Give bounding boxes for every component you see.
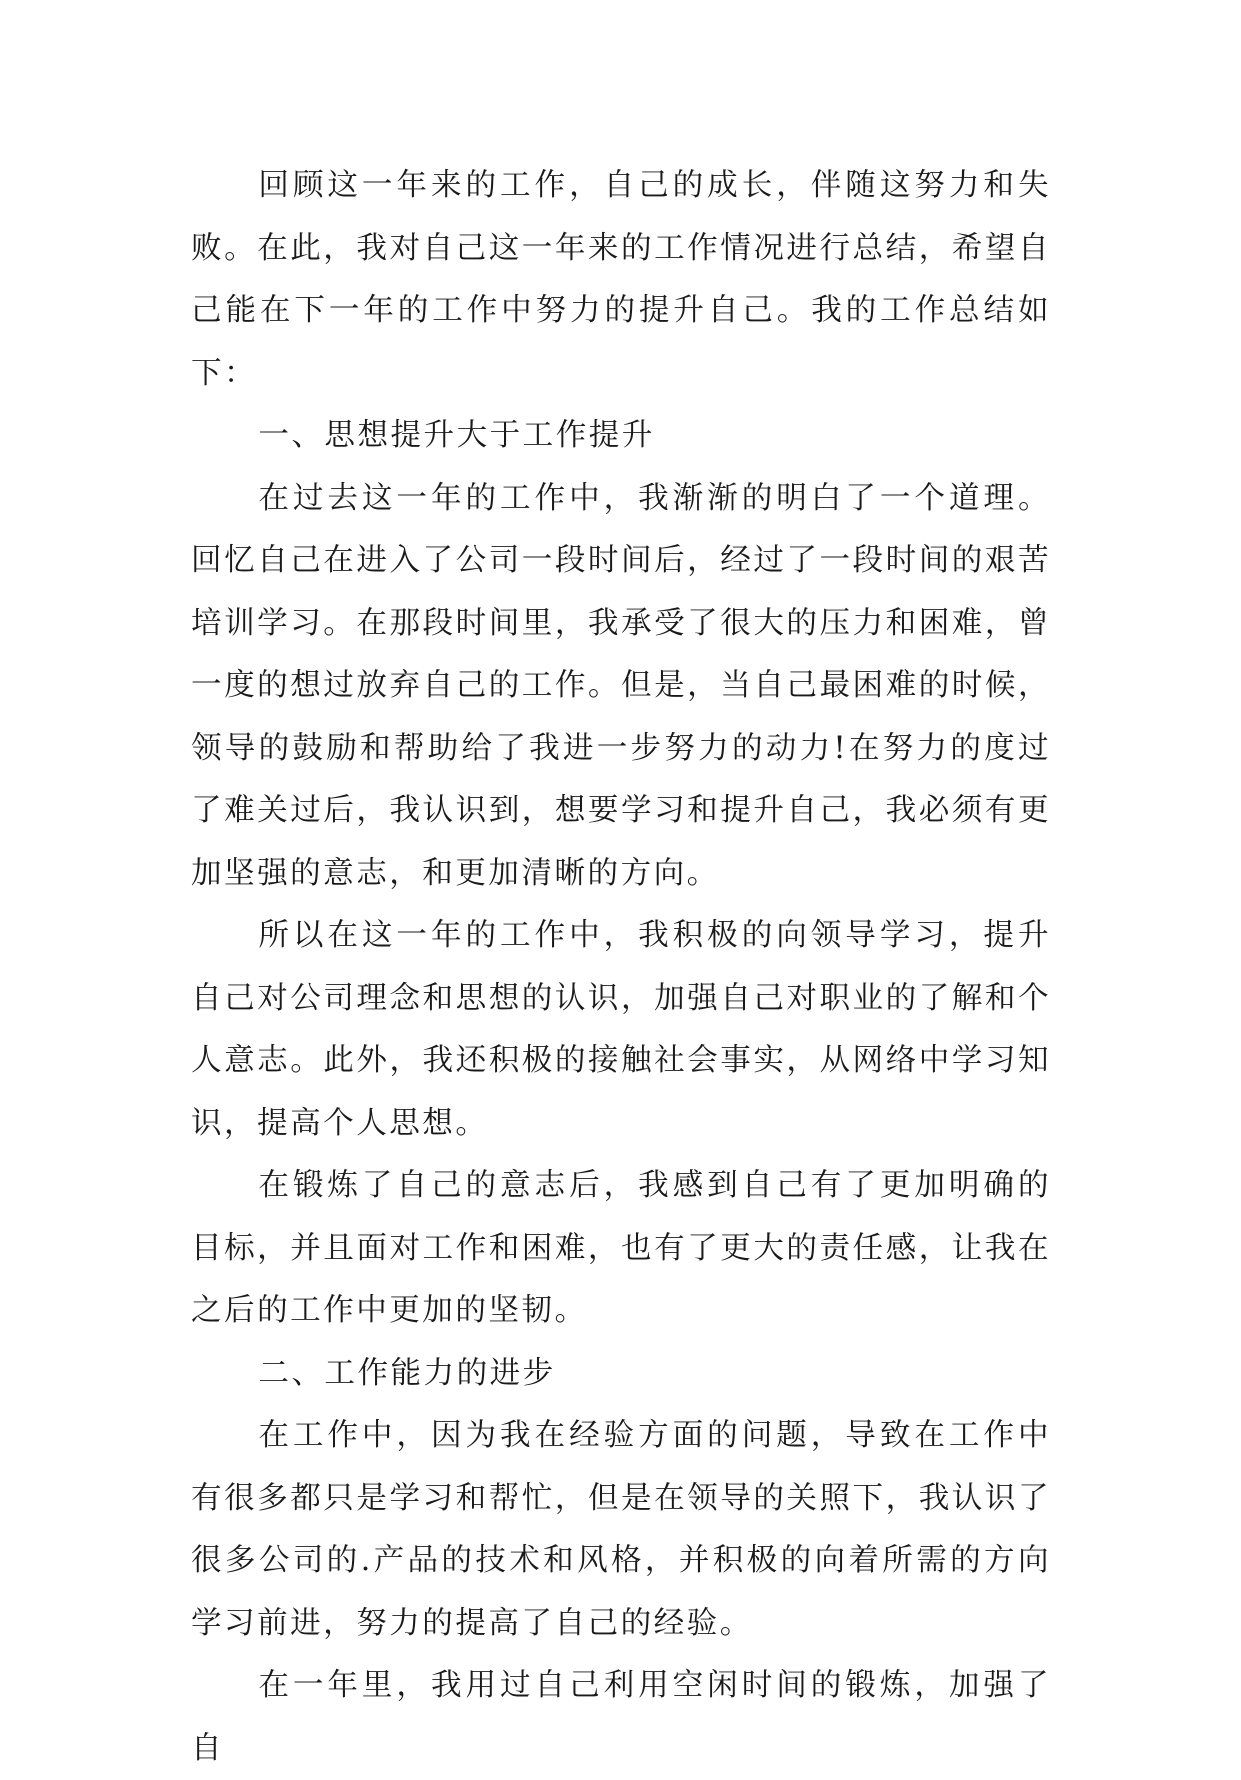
body-paragraph: 所以在这一年的工作中，我积极的向领导学习，提升自己对公司理念和思想的认识，加强自己对职业的了解和个人意志。此外，我还积极的接触社会事实，从网络中学习知识，提高个人思想。 [191, 918, 1051, 1141]
body-paragraph: 在工作中，因为我在经验方面的问题，导致在工作中有很多都只是学习和帮忙，但是在领导的关照下，我认识了很多公司的.产品的技术和风格，并积极的向着所需的方向学习前进，努力的提高了自己的经验。 [191, 1418, 1051, 1641]
section-heading-2: 二、工作能力的进步 [258, 1355, 556, 1391]
section-heading-1: 一、思想提升大于工作提升 [258, 418, 655, 453]
intro-paragraph: 回顾这一年来的工作，自己的成长，伴随这努力和失败。在此，我对自己这一年来的工作情况进行总结，希望自己能在下一年的工作中努力的提升自己。我的工作总结如下： [191, 168, 1051, 391]
body-paragraph: 在过去这一年的工作中，我渐渐的明白了一个道理。回忆自己在进入了公司一段时间后，经过了一段时间的艰苦培训学习。在那段时间里，我承受了很大的压力和困难，曾一度的想过放弃自己的工作。但是，当自己最困难的时候，领导的鼓励和帮助给了我进一步努力的动力!在努力的度过了难关过后，我认识到，想要学习和提升自己，我必须有更加坚强的意志，和更加清晰的方向。 [191, 480, 1051, 891]
body-paragraph: 在锻炼了自己的意志后，我感到自己有了更加明确的目标，并且面对工作和困难，也有了更大的责任感，让我在之后的工作中更加的坚韧。 [191, 1168, 1051, 1328]
body-paragraph: 在一年里，我用过自己利用空闲时间的锻炼，加强了自 [191, 1668, 1051, 1766]
document-body [191, 155, 1051, 1780]
